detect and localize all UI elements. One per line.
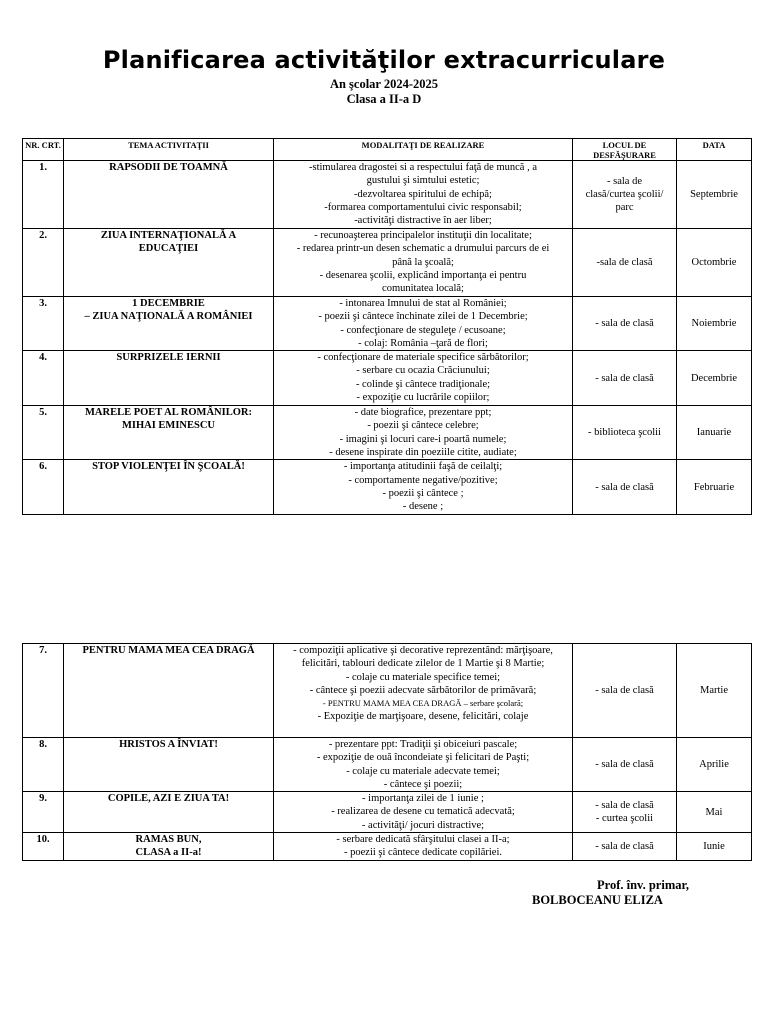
activity-methods-line: - colaj: România –ţară de flori; [358,337,488,349]
row-number: 3. [23,297,64,351]
activity-location-line: -sala de clasă [596,256,653,268]
row-number: 5. [23,406,64,460]
activity-methods-line: - importanţa atitudinii faşă de ceilalţi; [343,461,503,473]
activity-methods [274,297,573,351]
header-tema: TEMA ACTIVITAŢII [64,139,274,161]
activity-methods-line: - cântece şi poezii; [383,778,463,790]
activity-theme [64,229,274,297]
activity-theme-line: 1 DECEMBRIE [132,298,205,309]
activity-methods-line: - poezii şi cântece celebre; [367,420,479,432]
activity-location-line: - sala de clasă [595,758,654,770]
activity-month: Ianuarie [677,406,752,460]
activity-location-line: - sala de clasă [595,481,654,493]
activity-theme-line: SURPRIZELE IERNII [116,352,221,364]
activities-table-part2 [22,643,752,861]
header-nr: NR. CRT. [23,139,64,161]
activity-methods-line: - comportamente negative/pozitive; [348,474,498,486]
activity-theme [64,833,274,861]
activity-month: Octombrie [677,229,752,297]
activity-methods-line: - desene ; [402,501,444,513]
activity-methods-line: - cântece şi poezii adecvate sărbătorilor de primăvară; [309,684,537,696]
table-row [23,406,752,460]
activity-theme [64,460,274,515]
activity-location [573,644,677,738]
activity-location [573,792,677,833]
activity-theme [64,738,274,792]
activity-location [573,738,677,792]
activity-methods-line: - desene inspirate din poeziile citite, audiate; [329,447,517,459]
activity-location-line: - sala de clasă [595,841,654,853]
activity-location-line: clasă/curtea şcolii/ [585,188,664,200]
activity-methods-line: comunitatea locală; [382,283,464,295]
activity-methods-line: gustului şi simtului estetic; [366,175,480,187]
activity-methods-line: -dezvoltarea spiritului de echipă; [354,188,492,200]
activity-methods-line: -stimularea dragostei si a respectului faţă de muncă , a [309,162,537,173]
activity-methods-line: - intonarea Imnului de stat al României; [339,298,507,309]
activity-theme [64,161,274,229]
activity-theme [64,406,274,460]
activity-methods-line: -formarea comportamentului civic responsabil; [324,201,522,213]
activity-location [573,161,677,229]
activity-methods [274,161,573,229]
activity-month: Decembrie [677,351,752,406]
activity-methods [274,406,573,460]
activity-theme-line: RAPSODII DE TOAMNĂ [109,162,228,173]
row-number: 2. [23,229,64,297]
row-number: 7. [23,644,64,738]
activity-location-line: - sala de clasă [595,372,654,384]
activity-location-line: - biblioteca şcolii [588,427,661,439]
activity-theme-line: EDUCAŢIEI [138,243,199,255]
activity-theme-line: MARELE POET AL ROMÂNILOR: [85,407,252,419]
activity-theme-line: STOP VIOLENŢEI ÎN ŞCOALĂ! [92,461,245,473]
header-modalitati: MODALITAŢI DE REALIZARE [274,139,573,161]
table-row [23,229,752,297]
activity-theme-line: PENTRU MAMA MEA CEA DRAGĂ [82,645,255,656]
table-row [23,792,752,833]
activity-theme-line: – ZIUA NAŢIONALĂ A ROMÂNIEI [84,311,253,323]
activity-theme-line: RAMAS BUN, [135,834,202,846]
activity-month: Martie [677,644,752,738]
activity-methods-line: - poezii şi cântece ; [382,487,464,499]
activity-methods [274,351,573,406]
activity-theme [64,297,274,351]
activity-theme [64,351,274,406]
activity-methods-line: până la şcoală; [392,256,454,268]
activity-month: Septembrie [677,161,752,229]
activity-location-line: - curtea şcolii [595,813,654,825]
activity-methods [274,460,573,515]
activity-methods-line: - recunoaşterea principalelor instituţii din localitate; [314,230,532,241]
activity-theme-line: MIHAI EMINESCU [121,420,216,432]
activity-methods-line: - Expoziţie de marţişoare, desene, felicitări, colaje [317,711,529,723]
activity-methods-line: - colinde şi cântece tradiţionale; [355,378,491,390]
activity-theme-line: CLASA a II-a! [135,847,202,859]
activity-methods-line: - desenarea şcolii, explicând importanţa ei pentru [319,269,527,281]
activity-location-line: - sala de [607,175,642,187]
activity-theme-line: ZIUA INTERNAŢIONALĂ A [100,230,237,241]
activity-month: Februarie [677,460,752,515]
activity-methods-line: - date biografice, prezentare ppt; [354,407,492,419]
row-number: 8. [23,738,64,792]
activity-location [573,229,677,297]
table-header-row [23,139,752,161]
table-row [23,460,752,515]
activity-methods-line: - colaje cu materiale adecvate temei; [346,765,500,777]
activity-methods-line: - serbare cu ocazia Crăciunului; [356,365,490,377]
table-row [23,833,752,861]
activity-methods [274,644,573,738]
activity-methods-line: - realizarea de desene cu tematică adecvată; [331,806,515,818]
activity-theme [64,644,274,738]
header-data: DATA [677,139,752,161]
activity-methods-line: - confecţionare de materiale specifice sărbătorilor; [317,352,529,364]
activity-month: Noiembrie [677,297,752,351]
activity-methods-line: - confecţionare de steguleţe / ecusoane; [340,324,506,336]
table-row [23,738,752,792]
row-number: 4. [23,351,64,406]
activity-location-line: - sala de clasă [595,317,654,329]
activity-theme-line: COPILE, AZI E ZIUA TA! [107,793,230,805]
activity-theme [64,792,274,833]
activity-location [573,297,677,351]
activity-location [573,351,677,406]
activity-methods [274,833,573,861]
table-row [23,297,752,351]
activity-location-line: parc [615,202,634,214]
activity-methods-line: - expoziţie de ouă încondeiate şi felicitari de Paşti; [316,752,530,764]
activity-methods-line: - importanţa zilei de 1 iunie ; [362,793,484,805]
activity-methods-line: - PENTRU MAMA MEA CEA DRAGĂ – serbare şcolară; [322,698,524,709]
activity-location [573,460,677,515]
activity-month: Aprilie [677,738,752,792]
activity-methods-line: -activităţi distractive în aer liber; [354,215,492,227]
activity-location-line: - sala de clasă [595,799,654,811]
activity-methods-line: felicitări, tablouri dedicate zilelor de 1 Martie şi 8 Martie; [301,658,545,670]
table-row [23,644,752,738]
row-number: 10. [23,833,64,861]
activity-location [573,406,677,460]
school-year: An şcolar 2024-2025 [329,77,439,91]
activities-table-part1 [22,138,752,515]
table-row [23,161,752,229]
signature-title: Prof. înv. primar, [597,878,690,892]
activity-methods-line: - poezii şi cântece închinate zilei de 1 Decembrie; [318,311,528,323]
activity-methods [274,738,573,792]
activity-methods-line: - activităţi/ jocuri distractive; [361,819,485,831]
activity-theme-line: HRISTOS A ÎNVIAT! [119,739,218,750]
table-row [23,351,752,406]
row-number: 6. [23,460,64,515]
row-number: 9. [23,792,64,833]
activity-methods [274,792,573,833]
activity-methods-line: - prezentare ppt: Tradiţii şi obiceiuri pascale; [328,739,518,750]
activity-methods-line: - imagini şi locuri care-i poartă numele; [339,433,507,445]
class-name: Clasa a II-a D [346,92,422,106]
activity-location [573,833,677,861]
activity-methods-line: - poezii şi cântece dedicate copilăriei. [344,847,502,859]
activity-methods-line: - expoziţie cu lucrările copiilor; [356,392,490,404]
activity-month: Mai [677,792,752,833]
activity-methods-line: - colaje cu materiale specifice temei; [345,671,501,683]
header-loc: LOCUL DE DESFĂŞURARE [573,139,677,161]
activity-month: Iunie [677,833,752,861]
activity-methods-line: - compoziţii aplicative şi decorative reprezentând: mărţişoare, [293,645,553,656]
activity-methods-line: - redarea printr-un desen schematic a drumului parcurs de ei [296,243,550,255]
row-number: 1. [23,161,64,229]
activity-methods [274,229,573,297]
activity-location-line: - sala de clasă [595,684,654,696]
signature-name: BOLBOCEANU ELIZA [532,893,663,907]
activity-methods-line: - serbare dedicată sfârşitului clasei a II-a; [336,834,510,846]
document-title: Planificarea activităţilor extracurriculare [102,46,666,74]
